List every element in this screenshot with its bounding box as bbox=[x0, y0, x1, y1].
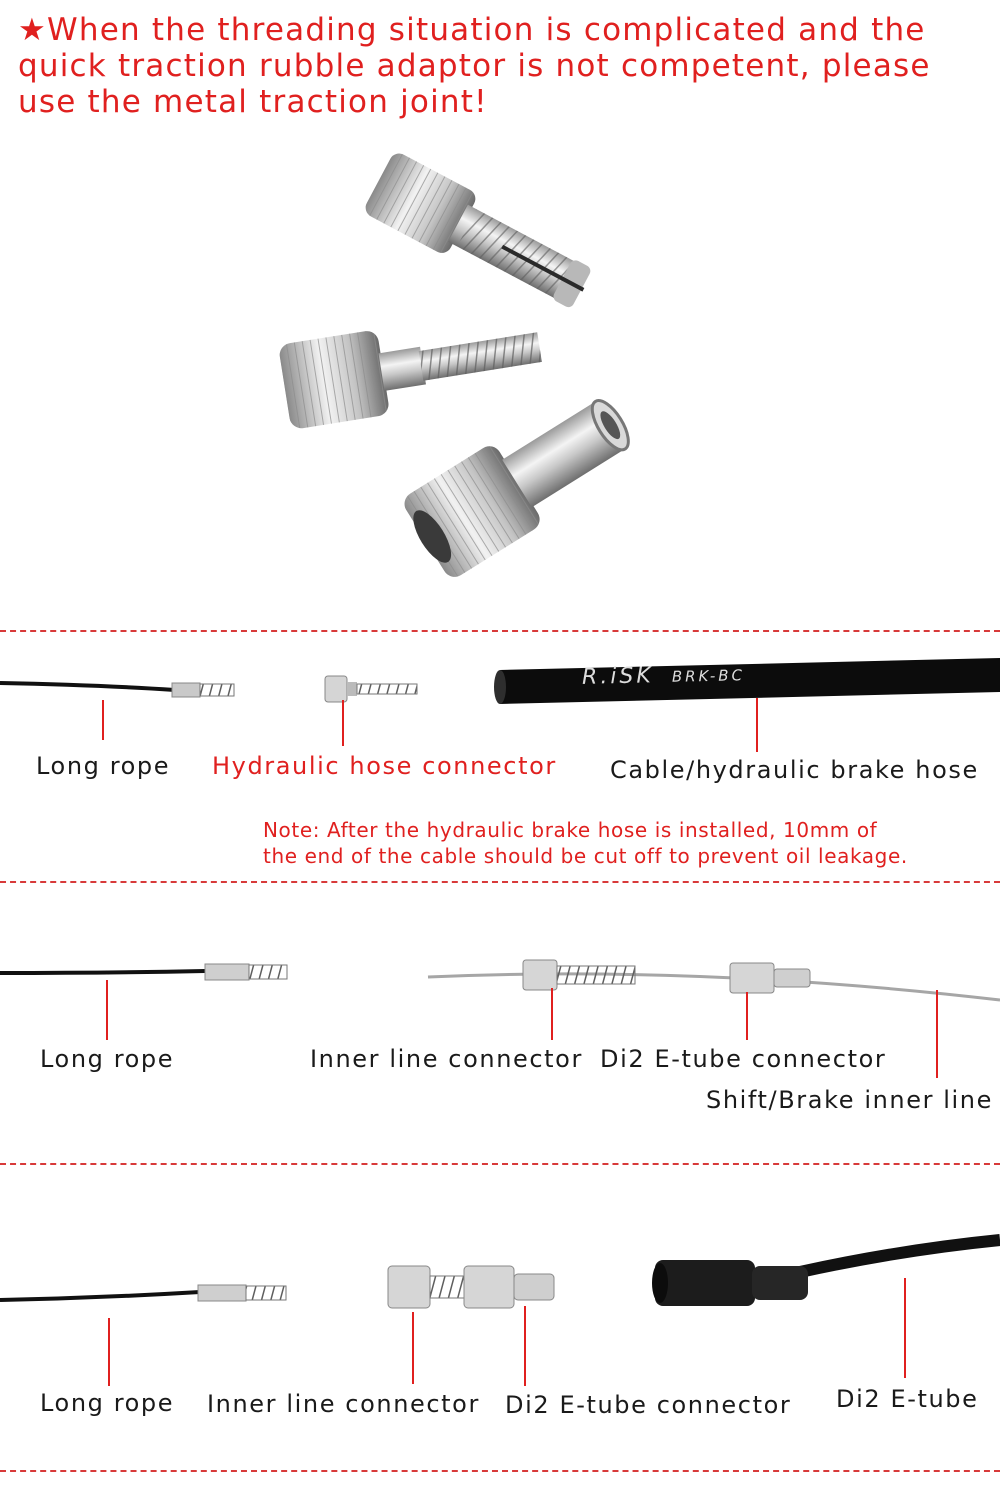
pointer-line bbox=[342, 700, 344, 746]
label-hydraulic-hose-connector: Hydraulic hose connector bbox=[212, 752, 557, 780]
pointer-line bbox=[904, 1278, 906, 1378]
pointer-line bbox=[551, 988, 553, 1040]
pointer-line bbox=[108, 1318, 110, 1386]
pointer-line bbox=[412, 1312, 414, 1384]
label-long-rope: Long rope bbox=[40, 1045, 175, 1073]
label-inner-line: Shift/Brake inner line bbox=[706, 1086, 993, 1114]
section3-illustration bbox=[0, 1230, 1000, 1340]
section2-illustration bbox=[0, 935, 1000, 1015]
divider-1 bbox=[0, 630, 1000, 632]
star-icon: ★ bbox=[18, 12, 47, 48]
hose-model: BRK-BC bbox=[671, 666, 746, 686]
pointer-line bbox=[524, 1306, 526, 1386]
headline-line-1: When the threading situation is complicated and the bbox=[47, 12, 926, 48]
installation-note bbox=[263, 817, 908, 869]
label-long-rope: Long rope bbox=[40, 1389, 175, 1417]
hose-brand-print bbox=[582, 661, 746, 690]
pointer-line bbox=[746, 992, 748, 1040]
connector-top bbox=[362, 150, 600, 321]
pointer-line bbox=[756, 698, 758, 752]
divider-4 bbox=[0, 1470, 1000, 1472]
label-di2-connector: Di2 E-tube connector bbox=[505, 1391, 792, 1419]
label-di2-connector: Di2 E-tube connector bbox=[600, 1045, 887, 1073]
pointer-line bbox=[106, 980, 108, 1040]
label-inner-line-connector: Inner line connector bbox=[207, 1390, 480, 1418]
pointer-line bbox=[102, 700, 104, 740]
section1-illustration bbox=[0, 640, 1000, 730]
label-di2-etube: Di2 E-tube bbox=[836, 1385, 979, 1413]
divider-2 bbox=[0, 881, 1000, 883]
hose-brand: R.iSK bbox=[581, 663, 655, 690]
divider-3 bbox=[0, 1163, 1000, 1165]
label-brake-hose: Cable/hydraulic brake hose bbox=[610, 756, 979, 784]
headline-line-2: quick traction rubble adaptor is not competent, please bbox=[18, 48, 931, 84]
note-line-1: Note: After the hydraulic brake hose is installed, 10mm of bbox=[263, 818, 878, 842]
label-long-rope: Long rope bbox=[36, 752, 171, 780]
label-inner-line-connector: Inner line connector bbox=[310, 1045, 583, 1073]
pointer-line bbox=[936, 990, 938, 1078]
connector-middle bbox=[278, 305, 546, 430]
note-line-2: the end of the cable should be cut off to prevent oil leakage. bbox=[263, 844, 908, 868]
metal-connectors-photo bbox=[0, 0, 1000, 620]
connector-bottom bbox=[397, 378, 646, 583]
headline-line-3: use the metal traction joint! bbox=[18, 84, 488, 120]
